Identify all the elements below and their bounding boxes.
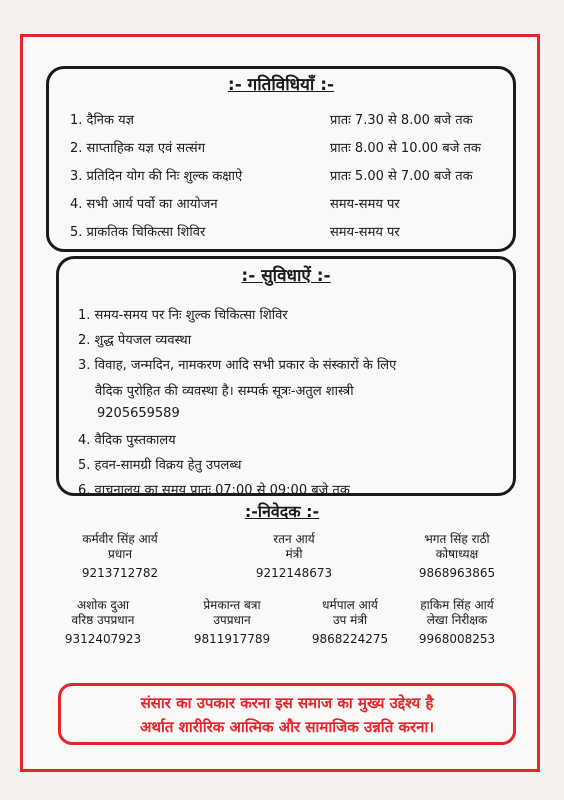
person-name: कर्मवीर सिंह आर्य [82,532,158,546]
activity-name: 2. साप्ताहिक यज्ञ एवं सत्संग [70,141,206,156]
person-card [45,532,195,581]
person-role: कोषाध्यक्ष [435,547,479,561]
facility-item: 3. विवाह, जन्मदिन, नामकरण आदि सभी प्रकार के संस्कारों के लिए [78,358,397,373]
person-card [382,532,532,581]
facility-item: 5. हवन-सामग्री विक्रय हेतु उपलब्ध [78,458,242,473]
activity-time: प्रातः 8.00 से 10.00 बजे तक [330,141,481,156]
person-name: प्रेमकान्त बत्रा [203,598,261,612]
person-phone: 9968008253 [418,632,496,646]
facility-item: 1. समय-समय पर निः शुल्क चिकित्सा शिविर [78,308,288,323]
activity-time: प्रातः 5.00 से 7.00 बजे तक [330,169,473,184]
facility-item: 2. शुद्ध पेयजल व्यवस्था [78,333,192,348]
person-phone: 9868963865 [418,566,496,580]
activity-name: 1. दैनिक यज्ञ [70,113,135,128]
nivedak-title: :-निवेदक :- [244,502,320,521]
person-phone: 9868224275 [311,632,389,646]
person-name: धर्मपाल आर्य [322,598,378,612]
person-role: लेखा निरीक्षक [426,613,488,627]
activity-name: 4. सभी आर्य पर्वो का आयोजन [70,197,218,212]
person-role: उपप्रधान [213,613,251,627]
person-role: वरिष्ठ उपप्रधान [71,613,135,627]
activity-name: 5. प्राकतिक चिकित्सा शिविर [70,225,206,240]
facilities-title: :- सुविधाऐं :- [241,266,331,286]
activity-time: समय-समय पर [330,197,400,212]
activities-title: :- गतिविधियाँ :- [227,75,335,95]
person-role: मंत्री [285,547,303,561]
facility-item: 6. वाचनालय का समय प्रातः 07:00 से 09:00 बजे तक [78,483,350,498]
banner-line-1: संसार का उपकार करना इस समाज का मुख्य उद्देश्य है [140,694,434,712]
person-card [28,598,178,647]
person-phone: 9213712782 [81,566,159,580]
person-card [219,532,369,581]
person-name: रतन आर्य [273,532,315,546]
activity-name: 3. प्रतिदिन योग की निः शुल्क कक्षाऐ [70,169,243,184]
person-name: अशोक दुआ [76,598,130,612]
activity-time: प्रातः 7.30 से 8.00 बजे तक [330,113,473,128]
person-phone: 9312407923 [64,632,142,646]
person-card [382,598,532,647]
person-phone: 9811917789 [193,632,271,646]
facility-item: वैदिक पुरोहित की व्यवस्था है। सम्पर्क सूत्रः-अतुल शास्त्री [95,384,354,399]
person-role: उप मंत्री [332,613,368,627]
person-name: हाकिम सिंह आर्य [420,598,494,612]
person-phone: 9212148673 [255,566,333,580]
facility-item: 4. वैदिक पुस्तकालय [78,433,176,448]
mission-banner [58,683,516,745]
person-role: प्रधान [108,547,132,561]
person-name: भगत सिंह राठी [424,532,490,546]
contact-phone: 9205659589 [97,406,180,421]
activity-time: समय-समय पर [330,225,400,240]
banner-line-2: अर्थात शारीरिक आत्मिक और सामाजिक उन्नति करना। [139,718,435,736]
